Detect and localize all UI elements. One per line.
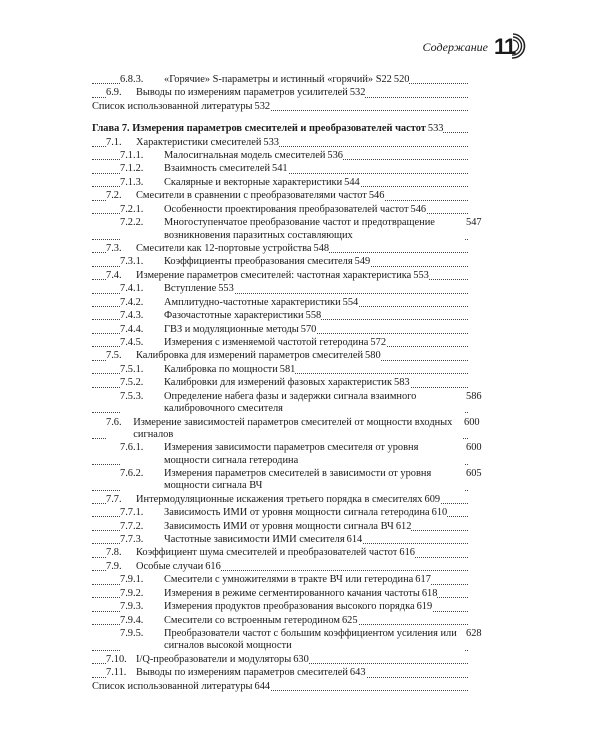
toc-entry-number: 7.9.2. <box>120 587 144 599</box>
toc-entry[interactable] <box>92 667 498 679</box>
toc-entry-text <box>120 615 340 627</box>
toc-page-number: 616 <box>205 560 221 572</box>
toc-entry[interactable] <box>92 150 498 162</box>
toc-page-number: 619 <box>416 601 433 613</box>
toc-entry-title: Выводы по измерениям параметров усилителей <box>136 87 348 99</box>
toc-entry-title: Измерения в режиме сегментированного качания частоты <box>164 587 420 599</box>
toc-entry-number: 7.5.3. <box>120 390 144 402</box>
toc-entry[interactable] <box>92 177 498 189</box>
toc-page-number: 612 <box>395 520 412 532</box>
toc-entry-title: Характеристики смесителей <box>136 136 262 148</box>
toc-page-number: 586 <box>466 390 482 402</box>
toc-page-number: 532 <box>349 87 366 99</box>
toc-entry-number: 7.6.2. <box>120 467 144 479</box>
toc-entry[interactable] <box>92 654 498 666</box>
toc-page-number: 520 <box>393 74 410 85</box>
toc-page-number: 532 <box>254 100 271 112</box>
toc-entry[interactable] <box>92 391 498 416</box>
toc-entry-number: 7.9.4. <box>120 614 144 626</box>
toc-page-number: 570 <box>300 323 317 335</box>
toc-entry-text <box>120 74 392 86</box>
toc-entry[interactable] <box>92 468 498 493</box>
toc-entry-number: 7.5.1. <box>120 363 144 375</box>
toc-entry-text <box>92 101 253 113</box>
toc-entry-title: Зависимость ИМИ от уровня мощности сигнала ВЧ <box>164 520 394 532</box>
table-of-contents <box>92 74 498 694</box>
toc-entry-text <box>120 628 464 653</box>
running-header <box>423 32 528 62</box>
toc-entry-number: 7.7.3. <box>120 534 144 546</box>
toc-entry-text <box>120 588 420 600</box>
toc-entry-number: 6.9. <box>106 87 122 99</box>
toc-entry-text <box>120 377 392 389</box>
toc-entry-number: 7.3.1. <box>120 256 144 268</box>
toc-page-number: 553 <box>218 283 234 295</box>
toc-entry-text <box>120 177 342 189</box>
toc-entry-title: Измерение зависимостей параметров смесителей от мощности входных сигналов <box>133 416 453 440</box>
toc-entry-number: 7.8. <box>106 547 122 559</box>
toc-entry[interactable] <box>92 297 498 309</box>
toc-entry-title: Частотные зависимости ИМИ смесителя <box>164 534 345 546</box>
toc-entry-title: Многоступенчатое преобразование частот и предотвращение возникновения паразитных составляющих <box>164 217 435 241</box>
toc-entry-text <box>106 137 261 149</box>
toc-entry-title: Фазочастотные характеристики <box>164 310 304 322</box>
toc-entry[interactable] <box>92 494 498 506</box>
toc-page-number: 572 <box>370 337 387 349</box>
toc-entry-number: 7.9.1. <box>120 574 144 586</box>
toc-entry[interactable] <box>92 588 498 600</box>
toc-entry[interactable] <box>92 87 498 99</box>
toc-entry-text <box>106 243 312 255</box>
toc-page-number: 533 <box>263 136 279 148</box>
toc-page-number: 558 <box>305 310 322 322</box>
toc-entry-title: Особенности проектирования преобразователей частот <box>164 203 409 215</box>
page-number-badge <box>494 32 528 62</box>
toc-entry-text <box>120 324 299 336</box>
toc-page-number: 533 <box>427 123 444 135</box>
toc-page-number: 630 <box>293 653 309 665</box>
toc-entry-title: Смесители со встроенным гетеродином <box>164 614 340 626</box>
toc-entry-title: Калибровки для измерений фазовых характеристик <box>164 377 392 389</box>
toc-entry-title: Преобразователи частот с большим коэффициентом усиления или сигналов высокой мощности <box>164 628 457 652</box>
toc-entry-text <box>120 574 413 586</box>
toc-entry-text <box>120 521 394 533</box>
toc-page-number: 609 <box>424 493 441 505</box>
toc-entry-number: 7.2.2. <box>120 217 144 229</box>
toc-entry-text <box>106 667 348 679</box>
toc-entry[interactable] <box>92 574 498 586</box>
toc-entry-text <box>106 561 203 573</box>
toc-page-number: 600 <box>464 416 480 428</box>
toc-entry[interactable] <box>92 681 498 693</box>
toc-entry-title: Измерения продуктов преобразования высокого порядка <box>164 601 415 613</box>
toc-entry[interactable] <box>92 243 498 255</box>
toc-entry-title: Смесители в сравнении с преобразователями частот <box>136 190 367 202</box>
toc-entry[interactable] <box>92 615 498 627</box>
toc-entry-text <box>106 654 291 666</box>
toc-entry[interactable] <box>92 442 498 467</box>
toc-entry-text <box>120 204 409 216</box>
toc-entry-title: Коэффициенты преобразования смесителя <box>164 256 353 268</box>
toc-entry-number: 7.2.1. <box>120 203 144 215</box>
toc-entry-number: 7.4.5. <box>120 337 144 349</box>
toc-page-number: 628 <box>466 628 482 640</box>
toc-entry-text <box>92 681 253 693</box>
toc-entry-title: Амплитудно-частотные характеристики <box>164 296 341 308</box>
toc-entry-text <box>120 283 216 295</box>
toc-chapter[interactable] <box>92 123 498 135</box>
toc-entry-title: Измерение параметров смесителей: частотная характеристика <box>136 269 412 281</box>
toc-entry[interactable] <box>92 270 498 282</box>
toc-entry[interactable] <box>92 377 498 389</box>
toc-entry-text <box>106 270 411 282</box>
toc-page-number: 644 <box>254 680 271 692</box>
toc-entry-title: Коэффициент шума смесителей и преобразователей частот <box>136 547 398 559</box>
toc-entry-title: Измерения зависимости параметров смесителя от уровня мощности сигнала гетеродина <box>164 442 419 466</box>
toc-entry-text <box>106 547 397 559</box>
toc-page-number: 600 <box>466 442 482 454</box>
toc-entry-number: 7.2. <box>106 190 122 202</box>
toc-entry-number: 7.4.4. <box>120 323 144 335</box>
toc-entry-number: 7.5.2. <box>120 377 144 389</box>
toc-entry[interactable] <box>92 364 498 376</box>
toc-entry-text <box>120 217 464 242</box>
toc-entry-title: Измерения параметров смесителей в зависимости от уровня мощности сигнала ВЧ <box>164 467 432 492</box>
toc-entry[interactable] <box>92 521 498 533</box>
toc-entry-text <box>106 87 348 99</box>
toc-entry[interactable] <box>92 507 498 519</box>
toc-entry-title: Зависимость ИМИ от уровня мощности сигнала гетеродина <box>164 507 430 519</box>
toc-page-number: 554 <box>342 296 359 308</box>
toc-entry-title: Список использованной литературы <box>92 680 253 692</box>
toc-entry-number: 7.7.1. <box>120 507 144 519</box>
toc-entry-title: Интермодуляционные искажения третьего порядка в смесителях <box>136 493 423 505</box>
toc-page-number: 536 <box>327 150 343 162</box>
toc-entry-number: 7.9.3. <box>120 601 144 613</box>
toc-entry[interactable] <box>92 337 498 349</box>
toc-entry-text <box>120 297 341 309</box>
toc-entry-number: 7.7. <box>106 493 122 505</box>
toc-page-number: 618 <box>421 587 438 599</box>
toc-entry[interactable] <box>92 204 498 216</box>
toc-page-number: 541 <box>272 163 288 175</box>
toc-entry-text <box>106 350 363 362</box>
toc-entry[interactable] <box>92 190 498 202</box>
toc-entry[interactable] <box>92 256 498 268</box>
toc-entry-text <box>120 150 325 162</box>
toc-entry[interactable] <box>92 324 498 336</box>
toc-entry-title: Измерения с изменяемой частотой гетеродина <box>164 337 369 349</box>
toc-entry-title: Смесители как 12-портовые устройства <box>136 242 312 254</box>
toc-entry-text <box>120 442 464 467</box>
toc-entry[interactable] <box>92 601 498 613</box>
toc-page-number: 546 <box>410 203 427 215</box>
toc-page-number: 614 <box>346 534 363 546</box>
toc-entry-number: 7.4. <box>106 269 122 281</box>
toc-entry[interactable] <box>92 217 498 242</box>
toc-entry-number: 7.1.2. <box>120 163 144 175</box>
toc-entry-text <box>120 256 353 268</box>
toc-entry-text <box>120 337 368 349</box>
toc-entry-number: 7.9.5. <box>120 628 144 640</box>
toc-entry-number: 7.5. <box>106 350 122 362</box>
toc-entry-number: 7.10. <box>106 653 127 665</box>
toc-entry[interactable] <box>92 74 498 86</box>
toc-entry[interactable] <box>92 417 498 442</box>
toc-entry[interactable] <box>92 534 498 546</box>
toc-entry[interactable] <box>92 350 498 362</box>
toc-entry-title: Список использованной литературы <box>92 100 253 112</box>
toc-entry[interactable] <box>92 628 498 653</box>
toc-entry[interactable] <box>92 137 498 149</box>
header-title: Содержание <box>422 39 488 54</box>
toc-entry-title: Выводы по измерениям параметров смесителей <box>136 667 348 679</box>
toc-entry[interactable] <box>92 163 498 175</box>
toc-entry-title: Определение набега фазы и задержки сигнала взаимного калибровочного смесителя <box>164 390 417 415</box>
toc-entry-number: 7.1.3. <box>120 176 144 188</box>
toc-page-number: 617 <box>415 574 431 586</box>
toc-entry-text <box>120 310 304 322</box>
toc-entry-number: 7.11. <box>106 667 127 679</box>
toc-entry-number: 7.9. <box>106 560 122 572</box>
toc-page-number: 610 <box>431 507 448 519</box>
toc-entry-number: 7.1.1. <box>120 150 144 162</box>
toc-entry-title: I/Q-преобразователи и модуляторы <box>136 653 292 665</box>
toc-entry-text <box>120 534 345 546</box>
toc-page-number: 616 <box>399 547 415 559</box>
toc-entry-number: 7.3. <box>106 242 122 254</box>
toc-entry-title: Скалярные и векторные характеристики <box>164 176 343 188</box>
toc-entry[interactable] <box>92 547 498 559</box>
toc-entry-number: 7.6. <box>106 416 122 428</box>
toc-page-number: 547 <box>466 217 482 229</box>
toc-page-number: 583 <box>394 377 410 389</box>
toc-entry-title: Смесители с умножителями в тракте ВЧ или гетеродина <box>164 574 414 586</box>
toc-entry-title: Глава 7. Измерения параметров смесителей и преобразователей частот <box>92 123 426 135</box>
toc-entry-title: Вступление <box>164 283 217 295</box>
toc-entry-number: 6.8.3. <box>120 74 144 85</box>
toc-entry-title: Калибровка для измерений параметров смесителей <box>136 350 364 362</box>
toc-entry[interactable] <box>92 561 498 573</box>
toc-page-number: 643 <box>349 667 366 679</box>
toc-entry-text <box>120 601 415 613</box>
toc-page-number: 544 <box>344 176 360 188</box>
toc-entry-number: 7.1. <box>106 136 122 148</box>
toc-page-number: 605 <box>466 467 482 479</box>
page-number: 11 <box>494 34 516 59</box>
toc-entry-text <box>120 391 464 416</box>
toc-entry-number: 7.6.1. <box>120 442 144 454</box>
toc-page-number: 546 <box>368 190 385 202</box>
toc-entry-title: Малосигнальная модель смесителей <box>164 150 326 162</box>
toc-entry-text <box>120 468 464 493</box>
toc-entry-title: ГВЗ и модуляционные методы <box>164 323 299 335</box>
toc-entry[interactable] <box>92 310 498 322</box>
toc-entry[interactable] <box>92 101 498 113</box>
toc-entry-text <box>120 507 430 519</box>
toc-entry-text <box>120 163 270 175</box>
toc-entry-title: «Горячие» S-параметры и истинный «горячий» S22 <box>164 74 392 85</box>
toc-entry-text <box>106 417 462 442</box>
toc-entry-number: 7.4.3. <box>120 310 144 322</box>
toc-entry-title: Калибровка по мощности <box>164 363 278 375</box>
toc-page-number: 625 <box>341 614 358 626</box>
toc-entry-text <box>106 190 367 202</box>
toc-page-number: 553 <box>413 269 429 281</box>
toc-entry[interactable] <box>92 283 498 295</box>
toc-entry-title: Особые случаи <box>136 560 204 572</box>
toc-entry-title: Взаимность смесителей <box>164 163 271 175</box>
toc-entry-text <box>92 123 426 135</box>
toc-entry-number: 7.7.2. <box>120 520 144 532</box>
toc-page-number: 548 <box>313 242 330 254</box>
toc-page-number: 580 <box>365 350 381 362</box>
toc-page-number: 581 <box>279 363 296 375</box>
toc-page-number: 549 <box>354 256 371 268</box>
toc-entry-number: 7.4.2. <box>120 296 144 308</box>
toc-entry-number: 7.4.1. <box>120 283 144 295</box>
toc-entry-text <box>106 494 423 506</box>
toc-entry-text <box>120 364 278 376</box>
